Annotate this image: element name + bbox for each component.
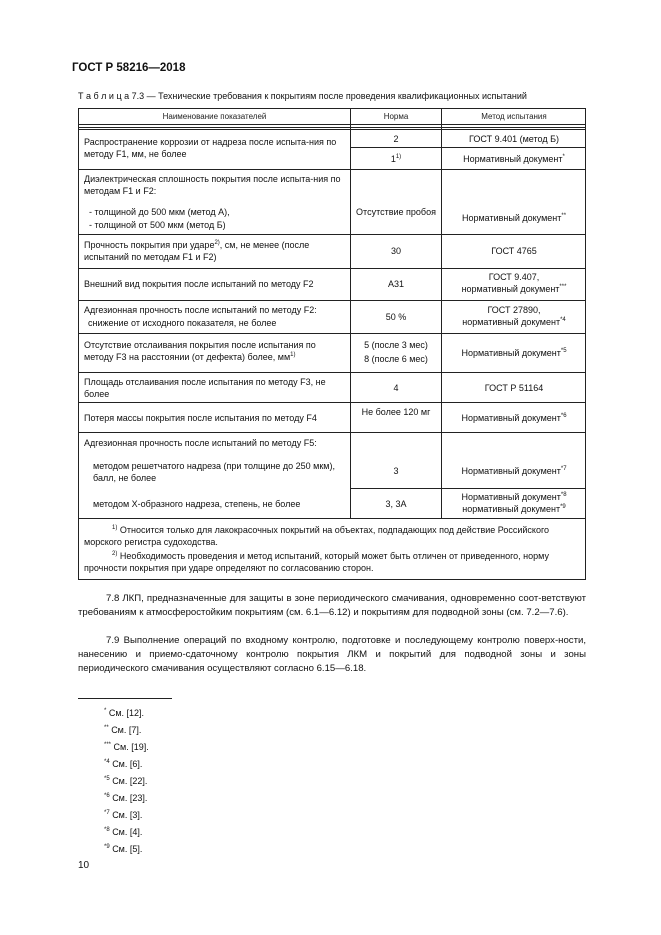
column-header-norm: Норма [383, 112, 409, 121]
row-peeling-norm-b: 8 (после 6 мес) [364, 354, 428, 364]
row-mass-loss-name: Потеря массы покрытия после испытания по методу F4 [84, 413, 317, 423]
footnote: $^{*9}$ См. [5]. [104, 844, 143, 854]
row-adhesion-f5-sub-a: методом решетчатого надреза (при толщине до 250 мкм), балл, не более [93, 461, 335, 483]
row-corrosion-norm-b: 1$^{1)}$ [390, 154, 402, 164]
footnote: $^{*4}$ См. [6]. [104, 759, 143, 769]
page-number: 10 [78, 860, 90, 871]
row-dielectric-sub-a: - толщиной до 500 мкм (метод А), [89, 207, 230, 217]
row-dielectric-name: Диэлектрическая сплошность покрытия после испыта-ния по методам F1 и F2: [84, 174, 341, 196]
requirements-table [78, 108, 586, 580]
row-appearance-method: ГОСТ 9.407, нормативный документ*** [461, 272, 567, 294]
row-appearance-name: Внешний вид покрытия после испытаний по методу F2 [84, 279, 314, 289]
row-mass-loss-norm: Не более 120 мг [361, 407, 431, 417]
row-peel-area-method: ГОСТ Р 51164 [484, 383, 544, 393]
row-divider [79, 333, 585, 334]
row-divider [79, 169, 585, 170]
paragraph-7-9: 7.9 Выполнение операций по входному контролю, подготовке и последующему контролю поверх-ности, нанесению и приемо-сдаточному контролю покрытия ЛКМ и покрытий для подводной зоны и зоны периодического смачивания осуществляют согласно 6.15—6.18. [78, 635, 586, 674]
row-appearance-norm: А31 [387, 279, 404, 289]
row-impact-norm: 30 [390, 246, 401, 256]
footnote-separator [78, 698, 172, 699]
row-peeling-norm-a: 5 (после 3 мес) [364, 340, 428, 350]
row-dielectric-norm: Отсутствие пробоя [356, 207, 436, 217]
column-header-name: Наименование показателей [162, 112, 267, 121]
footnote: $^{*8}$ См. [4]. [104, 827, 143, 837]
row-peel-area-name: Площадь отслаивания после испытания по методу F3, не более [84, 377, 326, 399]
row-divider [79, 372, 585, 373]
footnote: *** См. [19]. [104, 742, 149, 752]
footnote: $^{*7}$ См. [3]. [104, 810, 143, 820]
footnote: ** См. [7]. [104, 725, 142, 735]
row-corrosion-method-b: Нормативный документ* [463, 154, 565, 164]
row-divider [79, 300, 585, 301]
row-adhesion-f5-method-a: Нормативный документ$^{*7}$ [461, 466, 567, 476]
row-corrosion-method-a: ГОСТ 9.401 (метод Б) [469, 134, 559, 144]
row-adhesion-f5-norm-b: 3, 3А [385, 499, 407, 509]
row-adhesion-f5-norm-a: 3 [393, 466, 399, 476]
row-peeling-method: Нормативный документ$^{*5}$ [461, 348, 567, 358]
sub-row-divider [351, 147, 585, 148]
row-adhesion-f5-sub-b: методом Х-образного надреза, степень, не более [93, 499, 301, 509]
column-header-method: Метод испытания [481, 112, 547, 121]
table-note-2: $^{2)}$ Необходимость проведения и метод испытаний, который может быть отличен от приведенного, норму прочности покрытия при ударе определяют по согласованию сторон. [84, 551, 549, 573]
document-code: ГОСТ Р 58216—2018 [72, 62, 186, 74]
row-divider [79, 402, 585, 403]
row-dielectric-method: Нормативный документ** [461, 213, 567, 223]
row-peel-area-norm: 4 [393, 383, 399, 393]
row-divider [79, 234, 585, 235]
row-adhesion-f5-method-b: Нормативный документ$^{*8}$ нормативный документ$^{*9}$ [461, 492, 567, 514]
row-impact-method: ГОСТ 4765 [491, 246, 537, 256]
row-divider [79, 268, 585, 269]
row-adhesion-f5-name: Адгезионная прочность после испытаний по методу F5: [84, 438, 317, 448]
paragraph-7-8: 7.8 ЛКП, предназначенные для защиты в зоне периодического смачивания, одновременно соот-ветствуют требованиям к атмосферостойким покрытиям (см. 6.1—6.12) и покрытиям для подводной зоны (см. 7.2—7.6). [78, 593, 586, 618]
footnote: $^{*5}$ См. [22]. [104, 776, 148, 786]
row-adhesion-f2-sub: снижение от исходного показателя, не более [88, 318, 277, 328]
footnote: $^{*6}$ См. [23]. [104, 793, 148, 803]
header-double-line [79, 127, 585, 130]
row-corrosion-name: Распространение коррозии от надреза после испыта-ния по методу F1, мм, не более [84, 137, 337, 159]
row-impact-name: Прочность покрытия при ударе$^{2)}$, см, не менее (после испытаний по методам F1 и F2) [84, 240, 310, 262]
row-corrosion-norm-a: 2 [393, 134, 399, 144]
table-note-1: $^{1)}$ Относится только для лакокрасочных покрытий на объектах, подпадающих под действие Российского морского регистра судоходства. [84, 525, 550, 547]
row-mass-loss-method: Нормативный документ$^{*6}$ [461, 413, 567, 423]
sub-row-divider [351, 488, 585, 489]
row-adhesion-f2-method: ГОСТ 27890, нормативный документ$^{*4}$ [462, 305, 566, 327]
table-caption: Т а б л и ц а 7.3 — Технические требования к покрытиям после проведения квалификационных испытаний [78, 91, 527, 101]
row-divider [79, 124, 585, 125]
row-divider [79, 518, 585, 519]
row-adhesion-f2-name: Адгезионная прочность после испытаний по методу F2: [84, 305, 317, 315]
footnote: * См. [12]. [104, 708, 145, 718]
row-divider [79, 432, 585, 433]
row-adhesion-f2-norm: 50 % [385, 312, 407, 322]
row-peeling-name: Отсутствие отслаивания покрытия после испытания по методу F3 на расстоянии (от дефекта) более, $мм^{1)}$ [84, 340, 316, 362]
row-dielectric-sub-b: - толщиной от 500 мкм (метод Б) [89, 220, 226, 230]
